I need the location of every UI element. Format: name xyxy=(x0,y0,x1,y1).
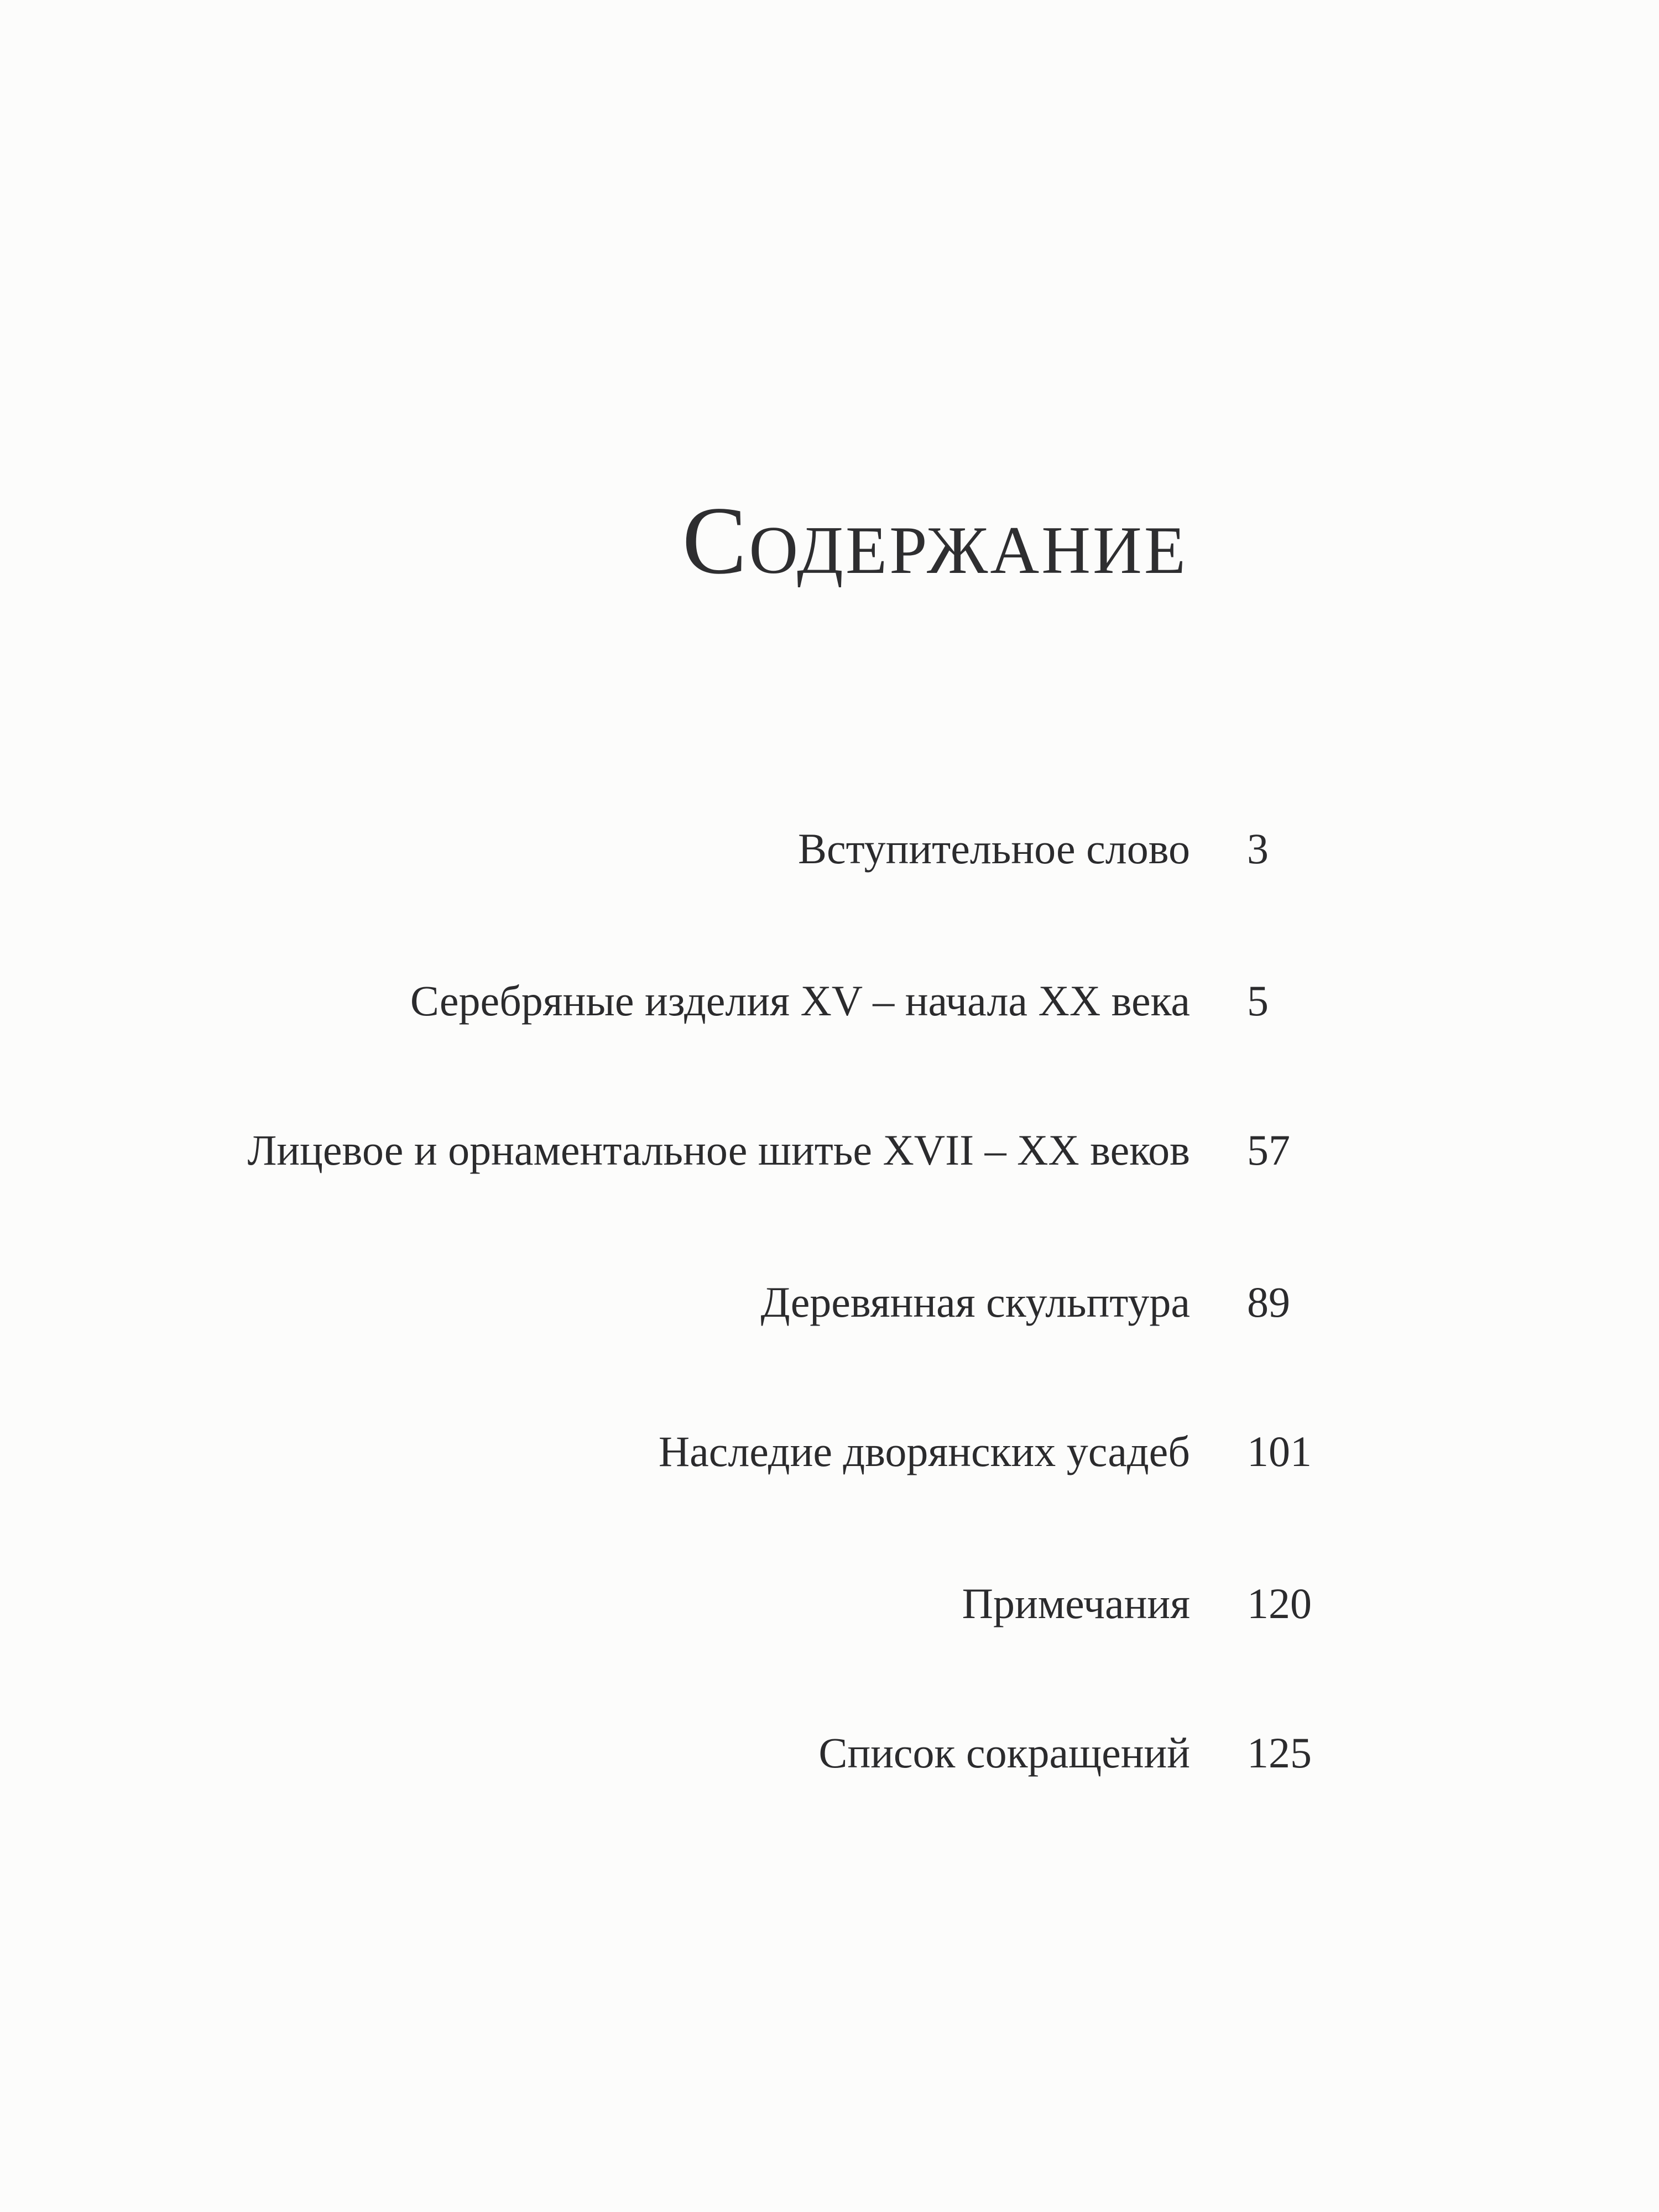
toc-entry-label: Примечания xyxy=(962,1579,1190,1627)
toc-entry xyxy=(0,1269,1659,1335)
toc-entry xyxy=(0,1571,1659,1637)
toc-entry-label: Список сокращений xyxy=(818,1729,1190,1777)
toc-entry xyxy=(0,1720,1659,1786)
toc-entry-page: 3 xyxy=(1247,825,1269,873)
toc-entry xyxy=(0,816,1659,882)
toc-entry-page: 57 xyxy=(1247,1126,1290,1174)
toc-entry xyxy=(0,1418,1659,1485)
toc-entry-page: 101 xyxy=(1247,1427,1312,1475)
toc-entry-page: 5 xyxy=(1247,977,1269,1025)
toc-entry-label: Лицевое и орнаментальное шитье XVII – XX веков xyxy=(247,1126,1190,1174)
toc-entry-page: 89 xyxy=(1247,1278,1290,1326)
toc-entry-label: Деревянная скульптура xyxy=(760,1278,1190,1326)
toc-entry xyxy=(0,968,1659,1034)
toc-entry-label: Вступительное слово xyxy=(797,825,1190,873)
toc-entry xyxy=(0,1117,1659,1183)
toc-entry-page: 120 xyxy=(1247,1579,1312,1627)
toc-entry-label: Наследие дворянских усадеб xyxy=(658,1427,1190,1475)
page-title: Содержание xyxy=(682,487,1188,594)
toc-entry-page: 125 xyxy=(1247,1729,1312,1777)
toc-entry-label: Серебряные изделия XV – начала XX века xyxy=(410,977,1190,1025)
